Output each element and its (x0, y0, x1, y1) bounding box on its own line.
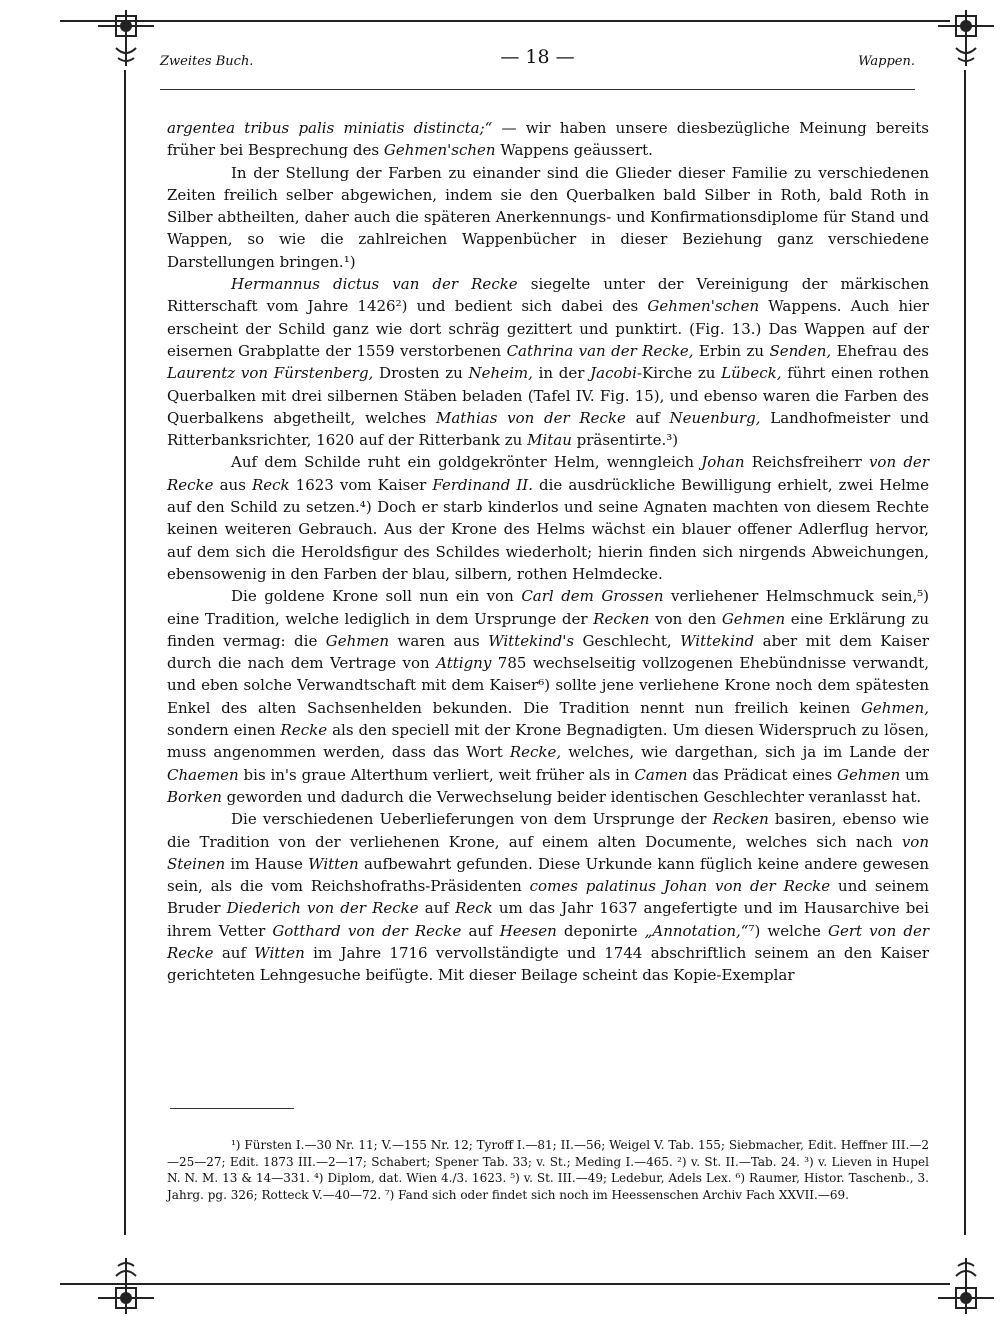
text-run: waren aus (389, 631, 489, 650)
italic-run: Heesen (499, 921, 557, 940)
paragraph (167, 273, 929, 451)
header-rule (160, 89, 915, 90)
italic-run: Recke (280, 721, 328, 740)
italic-run: Chaemen (167, 765, 239, 784)
text-run: eine Erklärung zu finden vermag: die (167, 609, 930, 650)
italic-run: Gehmen, (860, 698, 929, 717)
italic-run: Gehmen (837, 765, 901, 784)
text-run: In der Stellung der Farben zu einander sind die Glieder dieser Familie zu verschiedenen Zeiten freilich selber abgewichen, indem sie den Querbalken bald Silber in Roth, bald Roth in Silber abtheilten, daher auch die späteren Anerkennungs- und Konfirmationsdiplome für Stand und Wappen, so wie die zahlreichen Wappenbücher in dieser Beziehung ganz verschiedene Darstellungen bringen.¹) (167, 163, 929, 271)
text-run: im Jahre 1716 vervollständigte und 1744 abschriftlich seinem an den Kaiser gerichteten Lehngesuche beifügte. Mit dieser Beilage scheint das Kopie-Exemplar (167, 943, 929, 985)
text-run: Ehefrau des (831, 341, 929, 360)
italic-run: Carl dem Grossen (521, 587, 664, 606)
italic-run: Senden, (769, 341, 832, 360)
italic-run: Recken (712, 810, 769, 829)
corner-ornament-icon (936, 8, 996, 68)
frame-left-line (124, 70, 126, 1235)
italic-run: Lübeck, (721, 364, 782, 383)
italic-run: Attigny (436, 654, 492, 673)
text-run: das Prädicat eines (687, 765, 838, 784)
italic-run: „Annotation,“ (644, 921, 749, 940)
page-number: — 18 — (500, 46, 575, 68)
paragraph (167, 451, 929, 585)
italic-run: argentea tribus palis miniatis distincta;“ (167, 119, 493, 137)
italic-run: Borken (167, 787, 222, 806)
italic-run: Laurentz von Fürstenberg, (167, 364, 374, 383)
italic-run: von Steinen (167, 832, 929, 873)
frame-top-line (60, 20, 950, 22)
text-run: Landhofmeister und Ritterbanksrichter, 1620 auf der Ritterbank zu (167, 408, 929, 450)
text-run: um das Jahr 1637 angefertigte und im Hausarchive bei ihrem Vetter (167, 899, 929, 940)
italic-run: Mitau (527, 431, 572, 450)
text-run: präsentirte.³) (571, 431, 679, 450)
header-right: Wappen. (858, 54, 915, 69)
text-run: Drosten zu (373, 364, 469, 383)
italic-run: Witten (254, 943, 305, 962)
text-run: bis in's graue Alterthum verliert, weit früher als in (238, 765, 635, 784)
italic-run: Gotthard von der Recke (272, 921, 462, 940)
italic-run: Reck (455, 899, 493, 918)
paragraph (167, 117, 929, 162)
text-run: Die goldene Krone soll nun ein von (231, 587, 522, 606)
text-run: verliehener Helmschmuck sein,⁵) eine Tradition, welche lediglich in dem Ursprunge der (167, 587, 929, 628)
page-header (160, 46, 915, 76)
text-run: Auf dem Schilde ruht ein goldgekrönter Helm, wenngleich (231, 453, 702, 472)
italic-run: Diederich von der Recke (226, 899, 419, 918)
italic-run: Gehmen (325, 631, 390, 650)
italic-run: Witten (308, 854, 359, 873)
text-run: deponirte (556, 921, 645, 940)
italic-run: Wittekind's (488, 631, 575, 650)
text-run: Reichsfreiherr (744, 453, 869, 472)
italic-run: Neheim, (468, 364, 533, 383)
italic-run: Neuenburg, (669, 408, 761, 427)
italic-run: comes palatinus Johan von der Recke (529, 877, 831, 896)
italic-run: Hermannus dictus van der Recke (231, 275, 518, 294)
text-run: auf (625, 408, 670, 427)
text-run: aus (213, 475, 252, 494)
italic-run: Wittekind (680, 631, 755, 650)
italic-run: Gehmen'schen (647, 297, 760, 316)
text-run: Erbin zu (693, 341, 770, 360)
text-run: Die verschiedenen Ueberlieferungen von dem Ursprunge der (231, 810, 713, 829)
corner-ornament-icon (96, 1256, 156, 1316)
text-run: ⁷) welche (748, 921, 828, 940)
text-run: Wappens. Auch hier erscheint der Schild ganz wie dort schräg gezittert und punktirt. (Fig. 13.) Das Wappen auf der eisernen Grabplatte der 1559 verstorbenen (167, 297, 929, 360)
text-run: 785 wechselseitig vollzogenen Ehebündnisse verwandt, und eben solche Verwandtschaft mit dem Kaiser⁶) sollte jene verliehene Krone noch dem spätesten Enkel des alten Sachsenhelden bekunden. Die Tradition nennt nun freilich keinen (167, 654, 929, 717)
text-run: siegelte unter der Vereinigung der märkischen Ritterschaft vom Jahre 1426²) und bedient sich dabei des (167, 275, 929, 316)
italic-run: Camen (634, 765, 688, 784)
header-left: Zweites Buch. (160, 54, 254, 69)
text-run: auf (418, 899, 456, 918)
text-run: welches, wie dargethan, sich ja im Lande der (561, 743, 929, 762)
text-run: in der (532, 364, 591, 383)
italic-run: Reck (251, 475, 290, 494)
italic-run: Ferdinand II. (432, 475, 533, 494)
italic-run: Recke, (509, 743, 562, 762)
footnotes (167, 1137, 929, 1203)
italic-run: Mathias von der Recke (435, 408, 626, 427)
body-text (167, 117, 929, 987)
paragraph (167, 808, 929, 986)
text-run: um (900, 765, 930, 784)
italic-run: Johan (701, 453, 745, 472)
text-run: geworden und dadurch die Verwechselung beider identischen Geschlechter veranlasst hat. (221, 787, 922, 806)
text-run: -Kirche zu (636, 364, 722, 383)
italic-run: Cathrina van der Recke, (506, 341, 694, 360)
italic-run: Gehmen'schen (383, 141, 496, 160)
text-run: auf (461, 921, 500, 940)
frame-bottom-line (60, 1283, 950, 1285)
text-run: Wappens geäussert. (495, 141, 653, 160)
text-run: aber mit dem Kaiser durch die nach dem Vertrage von (167, 631, 930, 673)
text-run: auf (213, 943, 255, 962)
italic-run: Gehmen (721, 609, 786, 628)
text-run: im Hause (225, 854, 309, 873)
text-run: 1623 vom Kaiser (289, 475, 433, 494)
text-run: Geschlecht, (574, 631, 681, 650)
italic-run: Jacobi (590, 364, 637, 383)
text-run: aufbewahrt gefunden. Diese Urkunde kann füglich keine andere gewesen sein, als die vom Reichshofraths-Präsidenten (167, 854, 929, 896)
corner-ornament-icon (936, 1256, 996, 1316)
footnote-text: ¹) Fürsten I.—30 Nr. 11; V.—155 Nr. 12; Tyroff I.—81; II.—56; Weigel V. Tab. 155; Siebmacher, Edit. Heffner III.—2—25—27; Edit. 1873 III.—2—17; Schabert; Spener Tab. 33; v. St.; Meding I.—465. ²) v. St. II.—Tab. 24. ³) v. Lieven in Hupel N. N. M. 13 & 14—331. ⁴) Diplom, dat. Wien 4./3. 1623. ⁵) v. St. III.—49; Ledebur, Adels Lex. ⁶) Raumer, Histor. Taschenb., 3. Jahrg. pg. 326; Rotteck V.—40—72. ⁷) Fand sich oder findet sich noch im Heessenschen Archiv Fach XXVII.—69. (167, 1138, 929, 1202)
text-run: — wir haben unsere diesbezügliche Meinung bereits früher bei Besprechung des (167, 119, 929, 160)
italic-run: von der Recke (167, 453, 929, 494)
text-run: basiren, ebenso wie die Tradition von der verliehenen Krone, auf einem alten Documente, welches sich nach (167, 810, 929, 851)
text-run: die ausdrückliche Bewilligung erhielt, zwei Helme auf den Schild zu setzen.⁴) Doch er starb kinderlos und seine Agnaten machten von diesem Rechte keinen weiteren Gebrauch. Aus der Krone des Helms wächst ein blauer offener Adlerflug hervor, auf dem sich die Heroldsfigur des Schildes wiederholt; hierin finden sich nirgends Abweichungen, ebensowenig in den Farben der blau, silbern, rothen Helmdecke. (167, 475, 929, 583)
text-run: führt einen rothen Querbalken mit drei silbernen Stäben beladen (Tafel IV. Fig. 15), und ebenso waren die Farben des Querbalkens abgetheilt, welches (167, 364, 930, 427)
corner-ornament-icon (96, 8, 156, 68)
italic-run: Recken (593, 609, 650, 628)
italic-run: Gert von der Recke (167, 921, 930, 962)
text-run: und seinem Bruder (167, 877, 929, 918)
paragraph (167, 585, 929, 808)
text-run: als den speciell mit der Krone Begnadigten. Um diesen Widerspruch zu lösen, muss angenommen werden, dass das Wort (167, 721, 929, 762)
text-run: von den (649, 609, 722, 628)
text-run: sondern einen (167, 721, 281, 740)
paragraph (167, 162, 929, 273)
footnote-rule (170, 1108, 294, 1109)
frame-right-line (964, 70, 966, 1235)
